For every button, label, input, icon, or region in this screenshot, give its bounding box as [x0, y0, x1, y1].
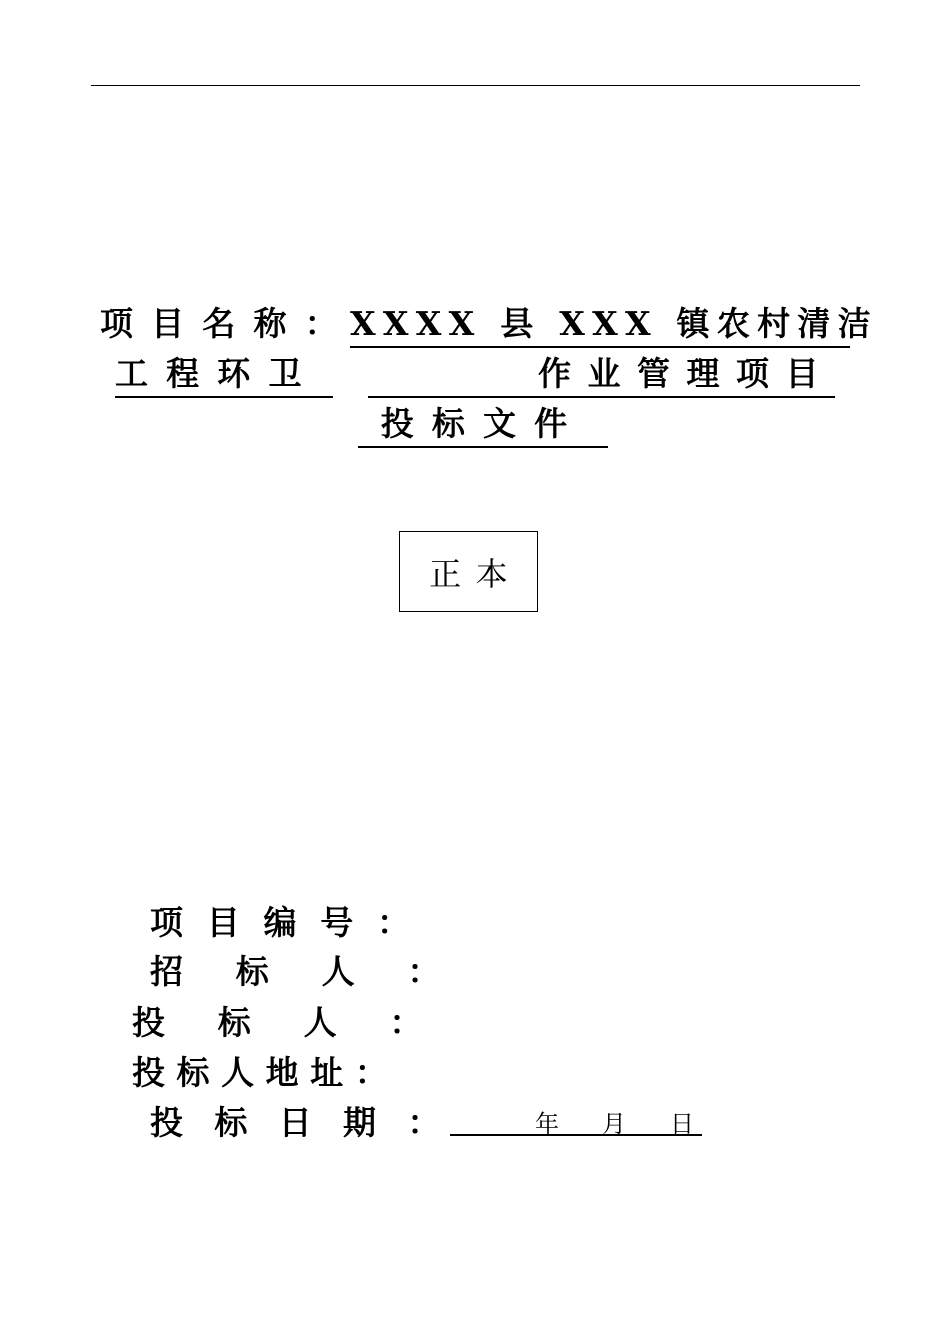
field-label: 项目编号： [150, 903, 434, 942]
project-name-part1: XXXX 县 XXX 镇农村清洁 [350, 298, 850, 348]
project-name-part2a: 工程环卫 [115, 348, 333, 398]
title-label: 项目名称： [100, 304, 356, 343]
field-label: 投标日期： [150, 1103, 472, 1142]
field-label: 招标人： [150, 952, 494, 991]
header-rule [91, 85, 860, 86]
project-name-part2b: 作业管理项目 [368, 348, 835, 398]
document-type: 投标文件 [358, 398, 608, 448]
field-tenderer [150, 946, 493, 993]
original-copy-box [399, 531, 538, 612]
field-bidder [132, 997, 475, 1044]
date-month: 月 [602, 1110, 626, 1138]
bid-date-line [450, 1104, 702, 1136]
field-label: 投标人地址： [132, 1053, 400, 1092]
date-year: 年 [535, 1110, 559, 1138]
date-day: 日 [670, 1110, 694, 1138]
field-bidder-address [132, 1047, 399, 1094]
copy-mark: 正本 [429, 554, 523, 593]
field-project-number [150, 897, 434, 944]
field-bid-date [150, 1097, 472, 1144]
field-label: 投标人： [132, 1003, 476, 1042]
